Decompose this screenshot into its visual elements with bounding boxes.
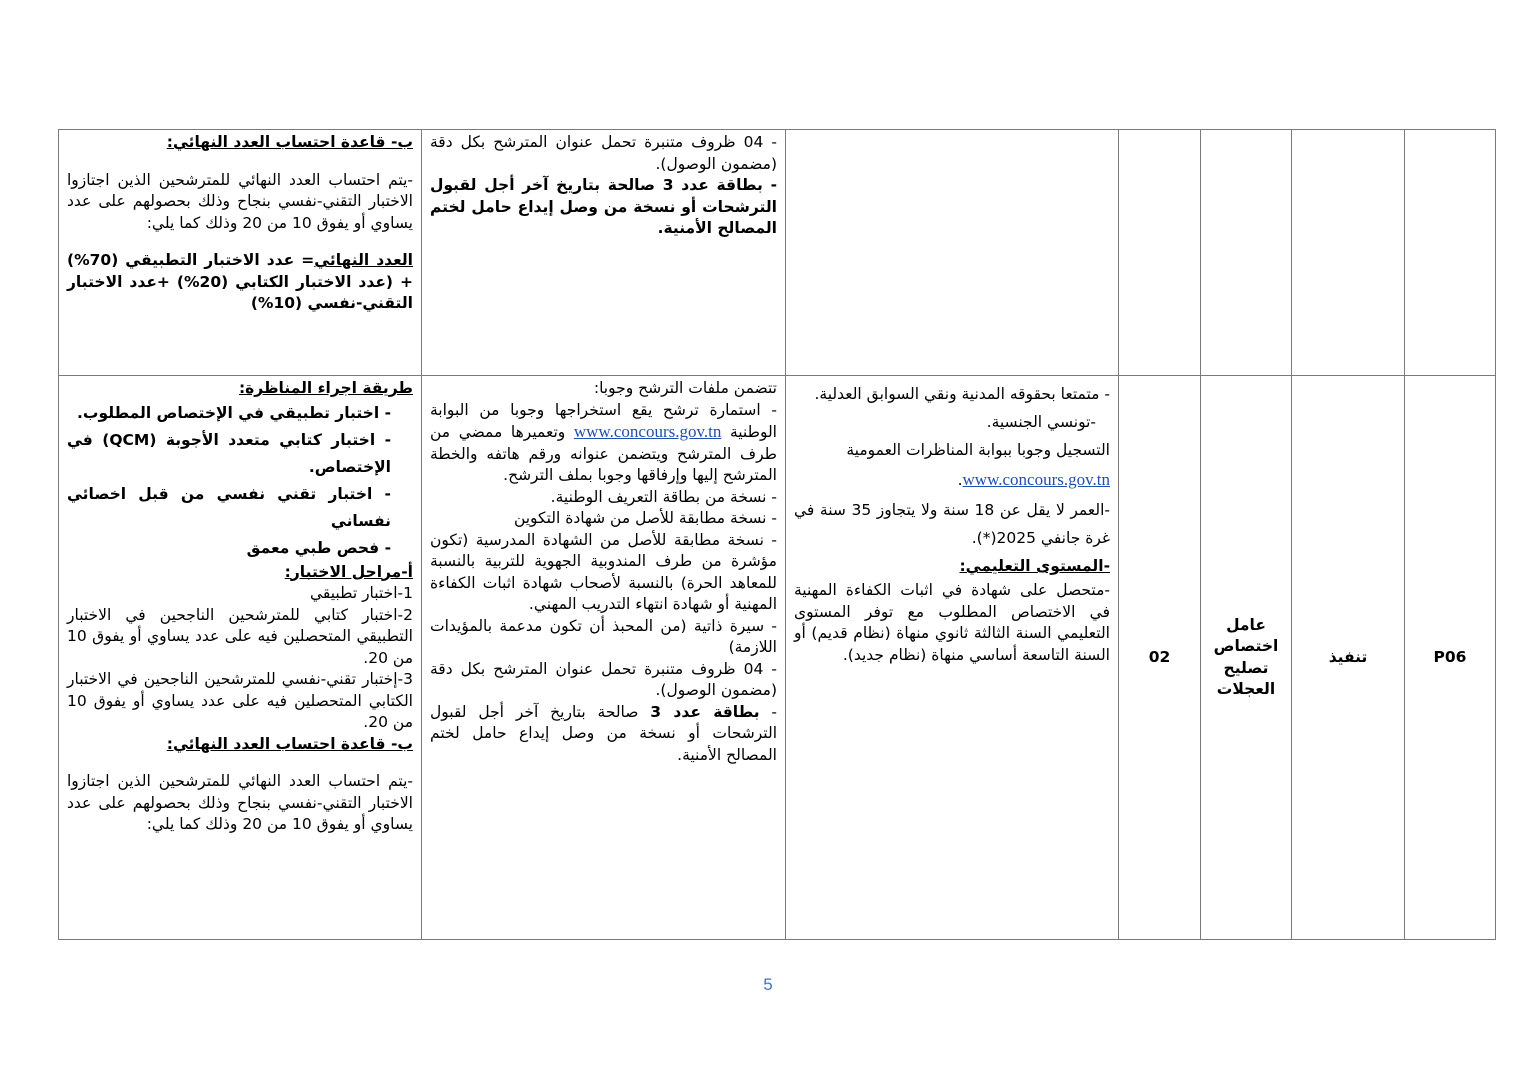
document-item: - 04 ظروف متنبرة تحمل عنوان المترشح بكل دقة (مضمون الوصول). [430,659,777,699]
formula-label: العدد النهائي [314,251,413,269]
condition-item: -العمر لا يقل عن 18 سنة ولا يتجاوز 35 سنة في غرة جانفي 2025(*). [794,501,1110,547]
documents-cell [422,130,786,376]
education-level-text: -متحصل على شهادة في اثبات الكفاءة المهنية في الاختصاص المطلوب مع توفر المستوى التعليمي السنة الثالثة ثانوي منهاة (نظام قديم) أو السنة التاسعة أساسي منهاة (نظام جديد). [794,581,1110,664]
formula-text: = عدد الاختبار التطبيقي (70%) + (عدد الاختبار الكتابي (20%) +عدد الاختبار التقني-نفسي (10%) [67,251,413,312]
position-grade: تنفيذ [1292,376,1405,940]
method-item: - اختبار تطبيقي في الإختصاص المطلوب. [77,403,391,422]
document-item: - نسخة مطابقة للأصل من شهادة التكوين [513,509,777,527]
documents-intro: تتضمن ملفات الترشح وجوبا: [593,379,777,397]
table-row [59,376,1496,940]
position-count: 02 [1119,376,1201,940]
empty-cell [786,130,1119,376]
document-form-text: - استمارة ترشح يقع استخراجها وجوبا من البوابة الوطنية [430,400,777,441]
method-item: - فحص طبي معمق [246,538,391,557]
education-level-heading: -المستوى التعليمي: [959,557,1110,575]
document-item [430,400,777,487]
final-score-heading: ب- قاعدة احتساب العدد النهائي: [166,734,413,753]
empty-cell [1405,130,1496,376]
document-item: - بطاقة عدد 3 صالحة بتاريخ آخر أجل لقبول الترشحات أو نسخة من وصل إيداع حامل لختم المصالح الأمنية. [430,176,777,237]
stages-heading: أ-مراحل الاختبار: [284,562,413,581]
document-form-text: وتعميرها ممضي من طرف المترشح ويتضمن عنوانه ورقم هاتفه والخطة المترشح إليها وإرفاقها وجوبا بملف الترشح. [430,423,777,484]
document-item: - نسخة مطابقة للأصل من الشهادة المدرسية (تكون مؤشرة من طرف المندوبية الجهوية للتربية بالنسبة للمعاهد الحرة) بالنسبة لأصحاب شهادة اثبات الكفاءة المهنية أو شهادة انتهاء التدريب المهني. [430,530,777,613]
final-score-text: -يتم احتساب العدد النهائي للمترشحين الذين اجتازوا الاختبار التقني-نفسي بنجاح وذلك بحصولهم على عدد يساوي أو يفوق 10 من 20 وذلك كما يلي: [67,772,413,833]
document-item: - 04 ظروف متنبرة تحمل عنوان المترشح بكل دقة (مضمون الوصول). [430,133,777,173]
method-item: - اختبار كتابي متعدد الأجوبة (QCM) في الإختصاص. [67,430,392,476]
concours-link-text[interactable]: www.concours.gov.tn [573,422,722,441]
stage-item: 3-إختبار تقني-نفسي للمترشحين الناجحين في الاختبار الكتابي المتحصلين فيه على عدد يساوي أو يفوق 10 من 20. [67,670,413,731]
card-bold: بطاقة عدد 3 [650,702,760,721]
table-row [59,130,1496,376]
procedure-cell [59,130,422,376]
final-score-heading: ب- قاعدة احتساب العدد النهائي: [166,133,413,151]
procedure-heading: طريقة اجراء المناظرة: [238,379,413,397]
condition-item: التسجيل وجوبا ببوابة المناظرات العمومية [846,441,1110,459]
empty-cell [1119,130,1201,376]
position-code: P06 [1405,376,1496,940]
document-item: - نسخة من بطاقة التعريف الوطنية. [550,487,777,506]
page-number: 5 [763,975,773,994]
concours-link-text[interactable]: www.concours.gov.tn [962,470,1110,489]
concours-link[interactable]: www.concours.gov.tn. [957,470,1110,489]
positions-table [58,129,1496,940]
conditions-cell [786,376,1119,940]
condition-item: - متمتعا بحقوقه المدنية ونقي السوابق العدلية. [814,385,1110,403]
final-score-text: -يتم احتساب العدد النهائي للمترشحين الذين اجتازوا الاختبار التقني-نفسي بنجاح وذلك بحصولهم على عدد يساوي أو يفوق 10 من 20 وذلك كما يلي: [67,170,413,232]
method-item: - اختبار تقني نفسي من قبل اخصائي نفساني [67,484,391,530]
empty-cell [1201,130,1292,376]
procedure-cell [59,376,422,940]
final-score-formula [67,250,413,315]
stage-item: 1-اختبار تطبيقي [310,584,413,602]
documents-cell [422,376,786,940]
condition-item: -تونسي الجنسية. [986,413,1096,431]
card-text: صالحة بتاريخ آخر أجل لقبول الترشحات أو نسخة من وصل إيداع حامل لختم المصالح الأمنية. [430,702,777,764]
document-item: - بطاقة عدد 3 صالحة بتاريخ آخر أجل لقبول الترشحات أو نسخة من وصل إيداع حامل لختم المصالح الأمنية. [430,702,777,764]
empty-cell [1292,130,1405,376]
document-item: - سيرة ذاتية (من المحبذ أن تكون مدعمة بالمؤيدات اللازمة) [430,616,777,656]
stage-item: 2-اختبار كتابي للمترشحين الناجحين في الاختبار التطبيقي المتحصلين فيه على عدد يساوي أو يفوق 10 من 20. [67,605,413,667]
position-title: عامل اختصاص تصليح العجلات [1201,376,1292,940]
